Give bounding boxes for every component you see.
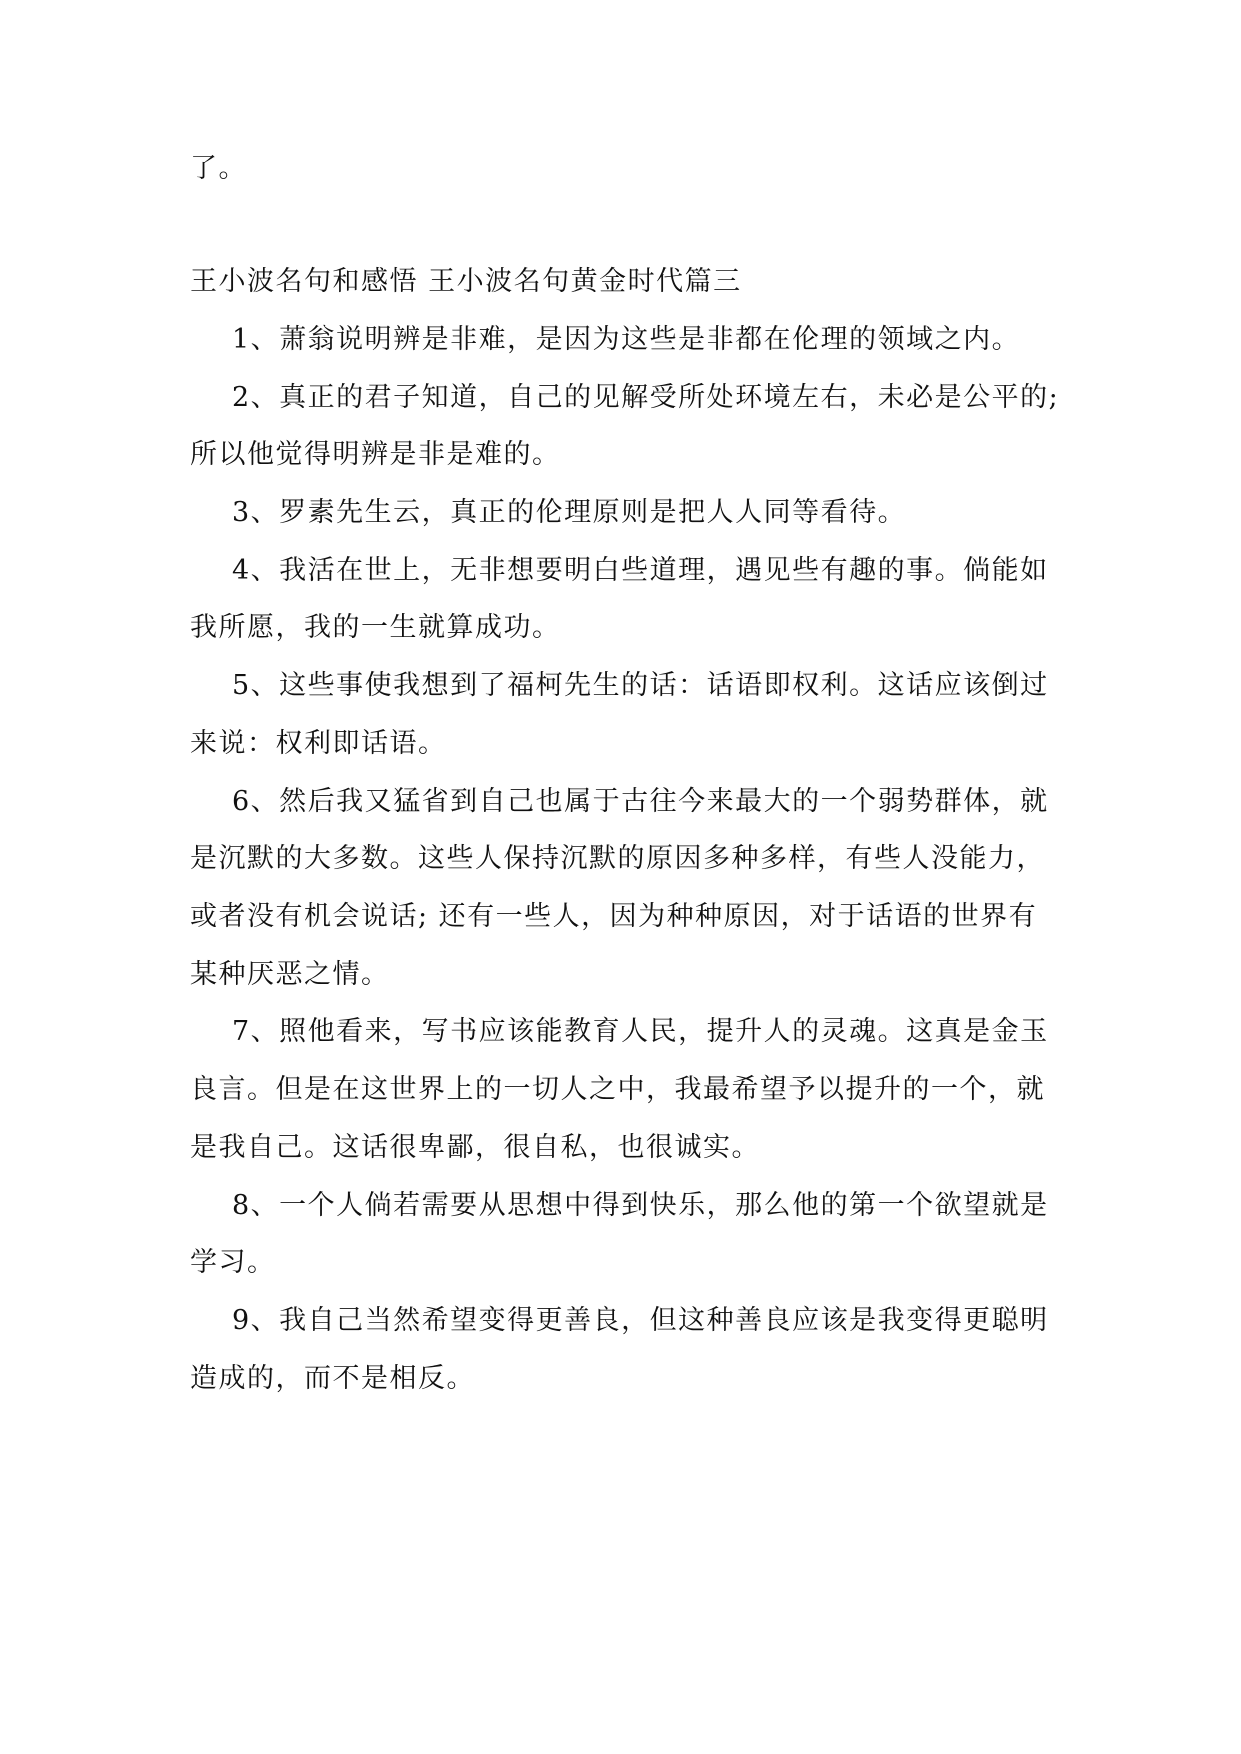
quote-9-line-1: 9、我自己当然希望变得更善良，但这种善良应该是我变得更聪明 <box>232 1305 1049 1336</box>
quote-5-line-2: 来说：权利即话语。 <box>190 728 447 759</box>
quote-1-line-1: 1、萧翁说明辨是非难，是因为这些是非都在伦理的领域之内。 <box>232 324 1021 355</box>
quote-9-line-2: 造成的，而不是相反。 <box>190 1363 475 1394</box>
quote-6-line-3: 或者没有机会说话; 还有一些人，因为种种原因，对于话语的世界有 <box>190 901 1038 932</box>
quote-7-line-1: 7、照他看来，写书应该能教育人民，提升人的灵魂。这真是金玉 <box>232 1016 1049 1047</box>
continuation-text: 了。 <box>190 153 247 184</box>
quote-4-line-1: 4、我活在世上，无非想要明白些道理，遇见些有趣的事。倘能如 <box>232 555 1049 586</box>
document-page <box>190 0 1070 1754</box>
quote-7-line-2: 良言。但是在这世界上的一切人之中，我最希望予以提升的一个，就 <box>190 1074 1045 1105</box>
quote-4-line-2: 我所愿，我的一生就算成功。 <box>190 612 561 643</box>
quote-2-line-2: 所以他觉得明辨是非是难的。 <box>190 439 561 470</box>
quote-8-line-1: 8、一个人倘若需要从思想中得到快乐，那么他的第一个欲望就是 <box>232 1190 1049 1221</box>
quote-6-line-4: 某种厌恶之情。 <box>190 959 390 990</box>
quote-8-line-2: 学习。 <box>190 1247 276 1278</box>
quote-6-line-2: 是沉默的大多数。这些人保持沉默的原因多种多样，有些人没能力， <box>190 843 1045 874</box>
quote-5-line-1: 5、这些事使我想到了福柯先生的话：话语即权利。这话应该倒过 <box>232 670 1049 701</box>
quote-2-line-1: 2、真正的君子知道，自己的见解受所处环境左右，未必是公平的; <box>232 382 1060 413</box>
section-heading: 王小波名句和感悟 王小波名句黄金时代篇三 <box>190 266 742 297</box>
quote-6-line-1: 6、然后我又猛省到自己也属于古往今来最大的一个弱势群体，就 <box>232 786 1049 817</box>
quote-7-line-3: 是我自己。这话很卑鄙，很自私，也很诚实。 <box>190 1132 760 1163</box>
quote-3-line-1: 3、罗素先生云，真正的伦理原则是把人人同等看待。 <box>232 497 907 528</box>
